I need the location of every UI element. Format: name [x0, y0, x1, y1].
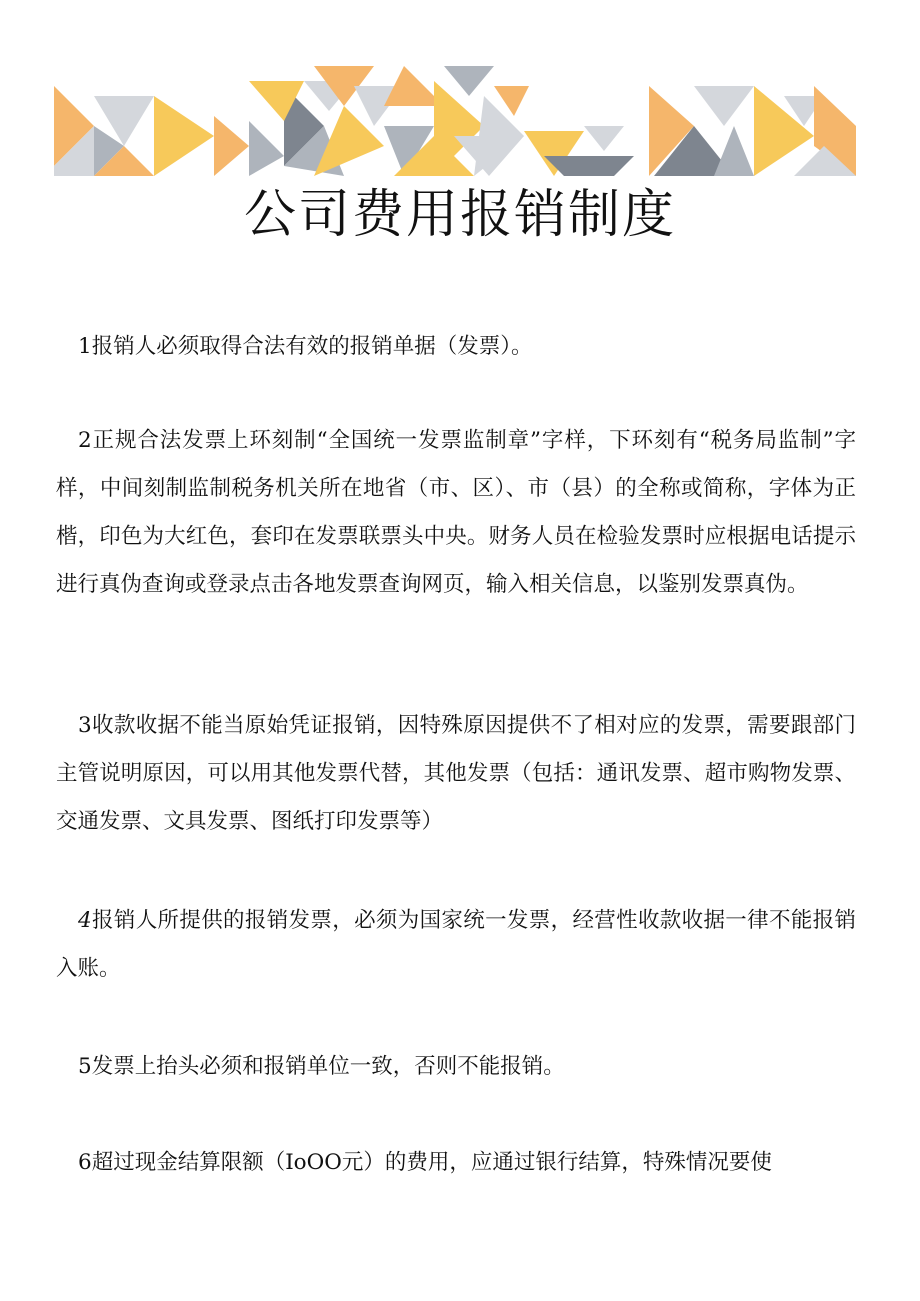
paragraph-number: 4 — [78, 908, 92, 933]
paragraph-3 — [56, 702, 856, 846]
paragraph-4 — [56, 897, 856, 993]
banner-triangle — [694, 86, 754, 126]
decorative-triangle-banner — [54, 66, 856, 176]
paragraph-2 — [56, 417, 856, 609]
document-title: 公司费用报销制度 — [243, 185, 676, 245]
paragraph-6 — [56, 1139, 856, 1187]
banner-triangle — [584, 126, 624, 151]
paragraph-number: 5 — [78, 1054, 92, 1079]
paragraph-number: 2 — [78, 428, 92, 453]
paragraph-text: 正规合法发票上环刻制“全国统一发票监制章”字样，下环刻有“税务局监制”字样，中间刻制监制税务机关所在地省（市、区）、市（县）的全称或简称，字体为正楷，印色为大红色，套印在发票联票头中央。财务人员在检验发票时应根据电话提示进行真伪查询或登录点击各地发票查询网页，输入相关信息，以鉴别发票真伪。 — [56, 428, 856, 597]
paragraph-5 — [56, 1043, 856, 1091]
paragraph-text: 报销人必须取得合法有效的报销单据（发票）。 — [91, 334, 533, 359]
paragraph-number: 3 — [78, 713, 92, 738]
banner-triangle — [714, 126, 754, 176]
paragraph-text: 收款收据不能当原始凭证报销，因特殊原因提供不了相对应的发票，需要跟部门主管说明原因，可以用其他发票代替，其他发票（包括：通讯发票、超市购物发票、交通发票、文具发票、图纸打印发票等） — [56, 713, 856, 834]
paragraph-number: 6 — [78, 1150, 92, 1175]
paragraph-1 — [56, 323, 856, 371]
paragraph-text: 超过现金结算限额（IoOO元）的费用，应通过银行结算，特殊情况要使 — [91, 1150, 772, 1175]
paragraph-text: 发票上抬头必须和报销单位一致，否则不能报销。 — [91, 1054, 565, 1079]
banner-triangle — [249, 121, 284, 176]
paragraph-number: 1 — [78, 334, 92, 359]
banner-triangle — [154, 96, 214, 176]
banner-triangle — [214, 116, 249, 176]
banner-triangle — [444, 66, 494, 96]
paragraph-text: 报销人所提供的报销发票，必须为国家统一发票，经营性收款收据一律不能报销入账。 — [56, 908, 856, 981]
banner-triangle — [544, 156, 634, 176]
